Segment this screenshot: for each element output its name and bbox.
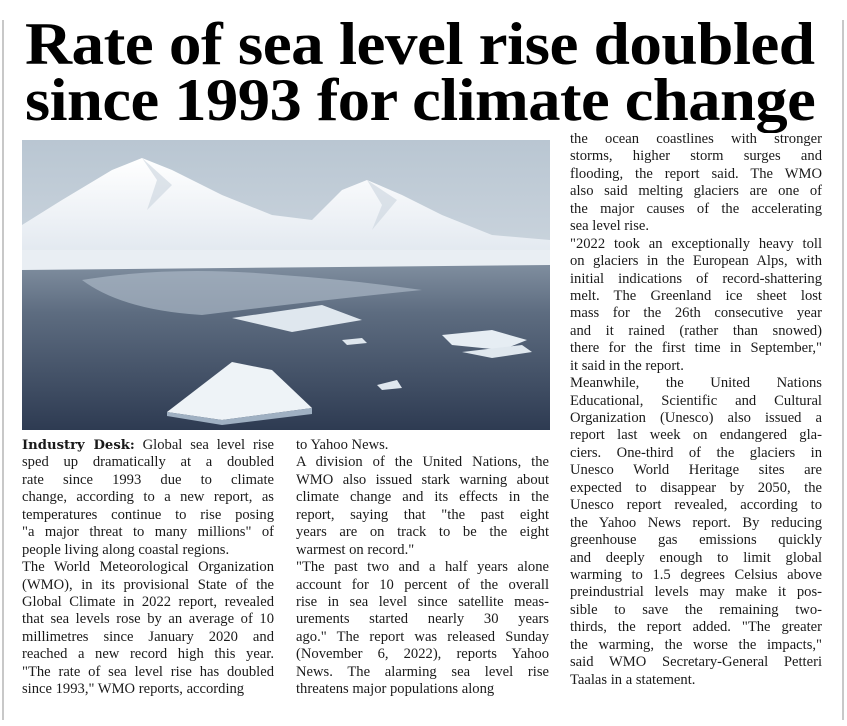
- article-column-3: [570, 131, 822, 689]
- text-line: [570, 340, 822, 357]
- line-text: on glaciers in the European Alps, with: [570, 253, 822, 270]
- line-text: thirds, the report added. "The greater: [570, 619, 822, 636]
- line-text: ago." The report was released Sunday: [296, 628, 549, 645]
- text-line: [570, 288, 822, 305]
- byline: Industry Desk:: [22, 438, 135, 453]
- text-line: [570, 305, 822, 322]
- text-line: [22, 454, 274, 471]
- line-text: and it rained (rather than snowed): [570, 322, 822, 339]
- text-line: [296, 524, 549, 541]
- line-text: people living along coastal regions.: [22, 541, 230, 558]
- line-text: WMO also issued stark warning about: [296, 471, 549, 488]
- line-text: report, saying that "the past eight: [296, 506, 549, 523]
- text-line: [570, 236, 822, 253]
- line-text: ciers. One-third of the glaciers in: [570, 444, 822, 461]
- text-line: [296, 681, 549, 698]
- text-line: [22, 542, 274, 559]
- text-line: [570, 131, 822, 148]
- line-text: "2022 took an exceptionally heavy toll: [570, 235, 822, 252]
- line-text: (WMO), in its provisional State of the: [22, 576, 274, 593]
- text-line: [570, 148, 822, 165]
- page-edge-left: [2, 20, 4, 720]
- headline-line-2: since 1993 for climate change: [25, 67, 816, 133]
- line-text: Global sea level rise: [142, 437, 275, 453]
- line-text: Unesco World Heritage sites are: [570, 462, 822, 479]
- text-line: [296, 594, 549, 611]
- line-text: A division of the United Nations, the: [296, 454, 549, 471]
- text-line: [296, 472, 549, 489]
- text-line: [570, 550, 822, 567]
- line-text: reached a new record high this year.: [22, 646, 274, 663]
- text-line: [570, 427, 822, 444]
- line-text: temperatures continue to rise posing: [22, 506, 274, 523]
- text-line: [570, 410, 822, 427]
- text-line: [296, 542, 549, 559]
- line-text: account for 10 percent of the overall: [296, 576, 549, 593]
- text-line: [22, 524, 274, 541]
- text-line: [22, 437, 274, 454]
- text-line: [570, 218, 822, 235]
- text-line: [570, 183, 822, 200]
- text-line: [296, 489, 549, 506]
- text-line: [296, 664, 549, 681]
- text-line: [296, 611, 549, 628]
- text-line: [570, 532, 822, 549]
- line-text: climate change and its effects in the: [296, 489, 549, 506]
- line-text: News. The alarming sea level rise: [296, 663, 549, 680]
- text-line: [570, 497, 822, 514]
- line-text: initial indications of record-shattering: [570, 270, 822, 287]
- text-line: [570, 253, 822, 270]
- line-text: change, according to a new report, as: [22, 489, 274, 506]
- line-text: expected to disappear by 2050, the: [570, 479, 822, 496]
- line-text: since 1993," WMO reports, according: [22, 681, 245, 698]
- line-text: "a major threat to many millions" of: [22, 524, 274, 541]
- text-line: [570, 515, 822, 532]
- text-line: [22, 577, 274, 594]
- line-text: millimetres since January 2020 and: [22, 628, 274, 645]
- text-line: [296, 646, 549, 663]
- line-text: to Yahoo News.: [296, 437, 389, 453]
- text-line: [22, 629, 274, 646]
- line-text: Global Climate in 2022 report, revealed: [22, 593, 274, 610]
- article-column-1: [22, 437, 274, 699]
- text-line: [296, 559, 549, 576]
- line-text: report last week on endangered gla-: [570, 427, 822, 444]
- text-line: [570, 375, 822, 392]
- text-line: [22, 646, 274, 663]
- text-line: [570, 271, 822, 288]
- line-text: greenhouse gas emissions quickly: [570, 532, 822, 549]
- line-text: said WMO Secretary-General Petteri: [570, 654, 822, 671]
- line-text: the Yahoo News report. By reducing: [570, 514, 822, 531]
- article-column-2: [296, 437, 549, 699]
- text-line: [570, 602, 822, 619]
- text-line: [22, 559, 274, 576]
- text-line: [570, 654, 822, 671]
- page-edge-right: [842, 20, 844, 720]
- line-text: Unesco report revealed, according to: [570, 497, 822, 514]
- line-text: The World Meteorological Organization: [22, 559, 274, 576]
- text-line: [22, 507, 274, 524]
- line-text: preindustrial levels may make it pos-: [570, 584, 822, 601]
- line-text: the ocean coastlines with stronger: [570, 131, 822, 147]
- text-line: [22, 489, 274, 506]
- text-line: [570, 393, 822, 410]
- text-line: [22, 472, 274, 489]
- text-line: [570, 445, 822, 462]
- line-text: years are on track to be the eight: [296, 524, 549, 541]
- text-line: [296, 454, 549, 471]
- text-line: [296, 629, 549, 646]
- arctic-sea-photo: [22, 140, 550, 430]
- text-line: [570, 480, 822, 497]
- line-text: rate since 1993 due to climate: [22, 471, 274, 488]
- line-text: rise in sea level since satellite meas-: [296, 593, 549, 610]
- line-text: threatens major populations along: [296, 681, 495, 698]
- line-text: urements started nearly 30 years: [296, 611, 549, 628]
- text-line: [22, 611, 274, 628]
- text-line: [570, 637, 822, 654]
- text-line: [570, 462, 822, 479]
- line-text: also said melting glaciers are one of: [570, 183, 822, 200]
- text-line: [296, 437, 549, 454]
- line-text: warming to 1.5 degrees Celsius above: [570, 566, 822, 583]
- line-text: the major causes of the accelerating: [570, 200, 822, 217]
- text-line: [570, 619, 822, 636]
- line-text: (November 6, 2022), reports Yahoo: [296, 646, 549, 663]
- line-text: melt. The Greenland ice sheet lost: [570, 287, 822, 304]
- line-text: "The past two and a half years alone: [296, 559, 549, 576]
- line-text: it said in the report.: [570, 357, 684, 374]
- text-line: [22, 681, 274, 698]
- text-line: [570, 672, 822, 689]
- line-text: that sea levels rose by an average of 10: [22, 611, 274, 628]
- line-text: and deeply enough to limit global: [570, 549, 822, 566]
- text-line: [570, 201, 822, 218]
- line-text: flooding, the report said. The WMO: [570, 165, 822, 182]
- text-line: [570, 584, 822, 601]
- text-line: [22, 664, 274, 681]
- text-line: [570, 323, 822, 340]
- text-line: [296, 507, 549, 524]
- headline-line-1: Rate of sea level rise doubled: [25, 11, 815, 77]
- line-text: Meanwhile, the United Nations: [570, 375, 822, 392]
- text-line: [570, 166, 822, 183]
- line-text: mass for the 26th consecutive year: [570, 305, 822, 322]
- line-text: warmest on record.": [296, 541, 415, 558]
- line-text: there for the first time in September,": [570, 340, 822, 357]
- text-line: [22, 594, 274, 611]
- line-text: sible to save the remaining two-: [570, 601, 822, 618]
- line-text: "The rate of sea level rise has doubled: [22, 663, 274, 680]
- line-text: sea level rise.: [570, 218, 650, 235]
- line-text: sped up dramatically at a doubled: [22, 454, 274, 471]
- line-text: the warming, the worse the impacts,": [570, 636, 822, 653]
- line-text: Taalas in a statement.: [570, 671, 696, 688]
- line-text: Organization (Unesco) also issued a: [570, 410, 822, 426]
- text-line: [296, 577, 549, 594]
- text-line: [570, 358, 822, 375]
- line-text: storms, higher storm surges and: [570, 148, 822, 165]
- text-line: [570, 567, 822, 584]
- line-text: Educational, Scientific and Cultural: [570, 392, 822, 409]
